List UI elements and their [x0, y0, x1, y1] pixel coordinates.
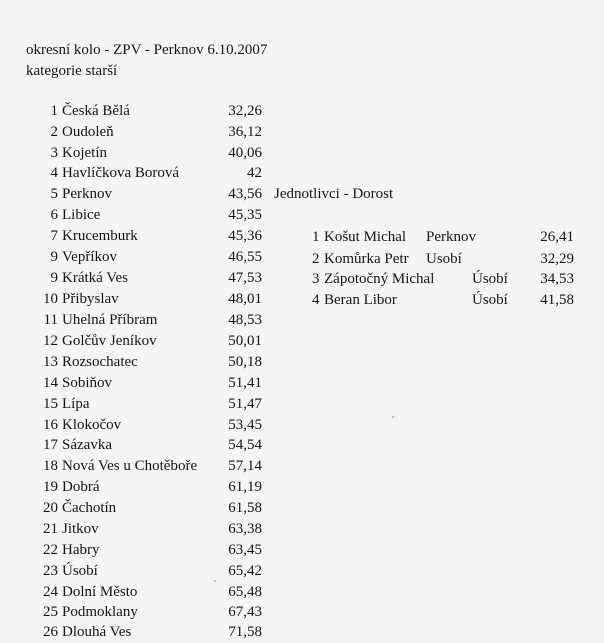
team-name: Oudoleň — [62, 124, 114, 140]
team-name: Dobrá — [62, 479, 100, 495]
team-row — [0, 226, 262, 246]
team-row — [0, 143, 262, 163]
individuals-title: Jednotlivci - Dorost — [274, 186, 394, 202]
individual-row — [312, 289, 574, 311]
team-rank: 4 — [50, 165, 58, 181]
team-name: Sobiňov — [62, 375, 113, 391]
team-rank: 20 — [43, 500, 58, 516]
team-rank: 22 — [43, 542, 58, 558]
team-rank: 24 — [43, 584, 58, 600]
team-rank: 23 — [43, 563, 58, 579]
team-rank: 10 — [43, 291, 58, 307]
individual-row — [312, 268, 574, 290]
team-time: 50,01 — [228, 333, 262, 349]
team-name: Lípa — [62, 396, 90, 412]
team-time: 65,42 — [228, 563, 262, 579]
team-name: Kojetín — [62, 145, 107, 161]
individual-club: Úsobí — [472, 271, 508, 287]
team-row — [0, 310, 262, 330]
team-row — [0, 477, 262, 497]
team-time: 63,45 — [228, 542, 262, 558]
team-row — [0, 373, 262, 393]
team-row — [0, 602, 262, 622]
team-row — [0, 205, 262, 225]
team-row — [0, 268, 262, 288]
team-row — [0, 331, 262, 351]
team-row — [0, 101, 262, 121]
team-row — [0, 561, 262, 581]
team-rank: 18 — [43, 458, 58, 474]
category-label: kategorie starší — [26, 63, 118, 79]
team-time: 54,54 — [228, 437, 262, 453]
team-name: Uhelná Příbram — [62, 312, 158, 328]
team-row — [0, 184, 262, 204]
team-row — [0, 163, 262, 183]
team-rank: 3 — [50, 145, 58, 161]
team-name: Perknov — [62, 186, 112, 202]
team-name: Klokočov — [62, 417, 122, 433]
team-name: Dlouhá Ves — [62, 624, 132, 640]
team-name: Podmoklany — [62, 604, 138, 620]
team-rank: 9 — [50, 270, 58, 286]
team-rank: 5 — [50, 186, 58, 202]
scan-speck — [392, 416, 394, 418]
team-row — [0, 289, 262, 309]
scan-speck — [214, 580, 216, 582]
individual-rank: 4 — [312, 292, 320, 308]
team-row — [0, 435, 262, 455]
team-row — [0, 498, 262, 518]
team-time: 61,19 — [228, 479, 262, 495]
team-time: 71,58 — [228, 624, 262, 640]
team-time: 48,01 — [228, 291, 262, 307]
team-rank: 6 — [50, 207, 58, 223]
team-name: Libice — [62, 207, 101, 223]
individual-time: 26,41 — [540, 229, 574, 245]
team-name: Nová Ves u Chotěboře — [62, 458, 198, 474]
team-time: 48,53 — [228, 312, 262, 328]
team-time: 40,06 — [228, 145, 262, 161]
team-time: 51,47 — [228, 396, 262, 412]
individual-club: Perknov — [426, 229, 476, 245]
team-rank: 1 — [50, 103, 58, 119]
team-rank: 12 — [43, 333, 58, 349]
team-name: Krátká Ves — [62, 270, 128, 286]
team-row — [0, 519, 262, 539]
team-rank: 15 — [43, 396, 58, 412]
team-row — [0, 352, 262, 372]
team-row — [0, 415, 262, 435]
team-time: 36,12 — [228, 124, 262, 140]
team-time: 47,53 — [228, 270, 262, 286]
team-name: Rozsochatec — [62, 354, 138, 370]
team-rank: 13 — [43, 354, 58, 370]
team-name: Krucemburk — [62, 228, 138, 244]
team-rank: 14 — [43, 375, 58, 391]
team-time: 61,58 — [228, 500, 262, 516]
team-name: Vepříkov — [62, 249, 117, 265]
individual-name: Zápotočný Michal — [324, 271, 435, 287]
team-time: 45,36 — [228, 228, 262, 244]
team-name: Česká Bělá — [62, 103, 130, 119]
team-name: Přibyslav — [62, 291, 119, 307]
team-time: 57,14 — [228, 458, 262, 474]
team-row — [0, 456, 262, 476]
team-time: 43,56 — [228, 186, 262, 202]
team-time: 32,26 — [228, 103, 262, 119]
team-name: Dolní Město — [62, 584, 138, 600]
team-rank: 26 — [43, 624, 58, 640]
team-time: 51,41 — [228, 375, 262, 391]
team-row — [0, 540, 262, 560]
team-row — [0, 247, 262, 267]
team-name: Jitkov — [62, 521, 99, 537]
individual-row — [312, 226, 574, 248]
team-time: 45,35 — [228, 207, 262, 223]
team-rank: 21 — [43, 521, 58, 537]
team-row — [0, 122, 262, 142]
individual-time: 32,29 — [540, 251, 574, 267]
team-time: 42 — [247, 165, 262, 181]
team-row — [0, 582, 262, 602]
individual-rank: 3 — [312, 271, 320, 287]
team-rank: 7 — [50, 228, 58, 244]
team-rank: 19 — [43, 479, 58, 495]
individual-club: Usobí — [426, 251, 462, 267]
individual-time: 41,58 — [540, 292, 574, 308]
team-name: Sázavka — [62, 437, 112, 453]
team-name: Úsobí — [62, 563, 98, 579]
individual-row — [312, 248, 574, 270]
team-time: 53,45 — [228, 417, 262, 433]
team-name: Habry — [62, 542, 100, 558]
team-time: 63,38 — [228, 521, 262, 537]
individual-rank: 1 — [312, 229, 320, 245]
individual-name: Beran Libor — [324, 292, 397, 308]
team-rank: 2 — [50, 124, 58, 140]
team-rank: 17 — [43, 437, 58, 453]
team-rank: 11 — [43, 312, 58, 328]
team-name: Havlíčkova Borová — [62, 165, 180, 181]
individual-time: 34,53 — [540, 271, 574, 287]
team-time: 50,18 — [228, 354, 262, 370]
team-row — [0, 622, 262, 642]
team-rank: 9 — [50, 249, 58, 265]
team-time: 65,48 — [228, 584, 262, 600]
individual-rank: 2 — [312, 251, 320, 267]
team-name: Čachotín — [62, 500, 117, 516]
team-rank: 25 — [43, 604, 58, 620]
team-time: 67,43 — [228, 604, 262, 620]
individual-name: Košut Michal — [324, 229, 407, 245]
document-title: okresní kolo - ZPV - Perknov 6.10.2007 — [26, 42, 268, 58]
individual-name: Komůrka Petr — [324, 251, 409, 267]
team-name: Golčův Jeníkov — [62, 333, 157, 349]
individual-club: Úsobí — [472, 292, 508, 308]
team-rank: 16 — [43, 417, 58, 433]
team-time: 46,55 — [228, 249, 262, 265]
team-row — [0, 394, 262, 414]
